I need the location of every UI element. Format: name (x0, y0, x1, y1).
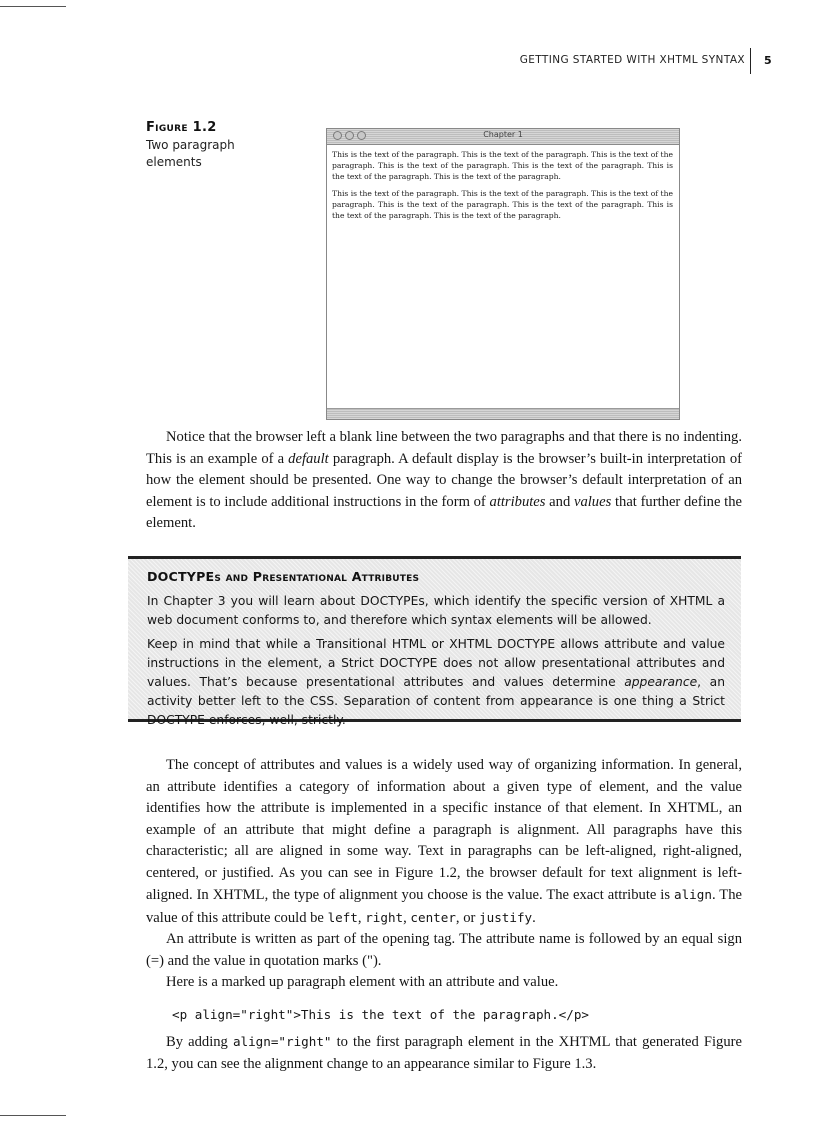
text-run: to the first paragraph element in the XHTML that generated Figure 1.2, you can see the alignment change to an appearance similar to Figure 1.3. (146, 1034, 742, 1072)
figure-caption (146, 120, 296, 171)
code-justify: justify (479, 909, 533, 925)
text-run: , (357, 909, 366, 926)
text-run: and (545, 493, 574, 510)
code-right: right (365, 909, 404, 925)
emphasis-attributes: attributes (489, 493, 546, 510)
code-left: left (327, 909, 358, 925)
window-titlebar (327, 129, 679, 145)
text-run: Notice that the browser left a blank line between the two paragraphs and that there is no indenting. This is an example of a (146, 429, 742, 467)
text-run: , or (455, 909, 480, 926)
text-run: . (532, 909, 536, 926)
browser-window-screenshot (326, 128, 680, 420)
page-number: 5 (764, 54, 772, 67)
crop-mark-bottom (0, 1115, 66, 1116)
sidebar-title: DOCTYPEs and Presentational Attributes (147, 569, 420, 584)
browser-content (327, 145, 679, 221)
emphasis-default: default (288, 450, 329, 467)
browser-paragraph: This is the text of the paragraph. This is the text of the paragraph. This is the text of the paragraph. This is the text of the paragraph. This is the text of the paragraph. This is the text of the paragraph. This is the text of the paragraph. (332, 150, 673, 181)
header-rule (750, 48, 751, 74)
text-run: that further define the element. (146, 493, 742, 531)
text-run: , (403, 909, 411, 926)
text-run: paragraph. A default display is the browser’s built-in interpretation of how the element should be presented. One way to change the browser’s default interpretation of an element is to include additional instructions in the form of (146, 450, 742, 510)
emphasis-values: values (573, 493, 612, 510)
sidebar-paragraph: In Chapter 3 you will learn about DOCTYPEs, which identify the specific version of XHTML a web document conforms to, and therefore which syntax elements will be allowed. (147, 594, 725, 627)
text-run: , an activity better left to the CSS. Separation of content from appearance is one thing a Strict DOCTYPE enforces, well, strictly. (147, 675, 725, 727)
figure-description: Two paragraph elements (146, 138, 235, 169)
body-paragraph (146, 755, 742, 929)
code-align: align (674, 887, 712, 902)
emphasis-appearance: appearance (624, 675, 698, 689)
main-text (146, 755, 742, 1075)
body-paragraph: Here is a marked up paragraph element with an attribute and value. (166, 974, 559, 990)
running-head: GETTING STARTED WITH XHTML SYNTAX (519, 54, 745, 66)
body-paragraph (146, 1031, 742, 1075)
window-statusbar (327, 408, 679, 419)
body-paragraph: An attribute is written as part of the opening tag. The attribute name is followed by an equal sign (=) and the value in quotation marks ("). (146, 931, 742, 969)
window-title: Chapter 1 (483, 130, 523, 139)
text-run: Keep in mind that while a Transitional HTML or XHTML DOCTYPE allows attribute and value instructions in the element, a Strict DOCTYPE does not allow presentational attributes and values. That’s because presentational attributes and values determine (147, 637, 725, 689)
intro-paragraph (146, 427, 742, 535)
crop-mark-top (0, 6, 66, 7)
code-center: center (410, 909, 456, 925)
figure-label: Figure 1.2 (146, 120, 217, 135)
sidebar-paragraph (147, 635, 725, 730)
text-run: The concept of attributes and values is a widely used way of organizing information. In general, an attribute identifies a category of information about a given type of element, and the value identifies how the attribute is implemented in a specific instance of that element. In XHTML, an example of an attribute that might define a paragraph is alignment. All paragraphs have this characteristic; all are aligned in some way. Text in paragraphs can be left-aligned, right-aligned, centered, or justified. As you can see in Figure 1.2, the browser default for text alignment is left-aligned. In XHTML, the type of alignment you choose is the value. The exact attribute is (146, 757, 742, 903)
browser-paragraph: This is the text of the paragraph. This is the text of the paragraph. This is the text of the paragraph. This is the text of the paragraph. This is the text of the paragraph. This is the text of the paragraph. This is the text of the paragraph. (332, 189, 673, 220)
code-example: <p align="right">This is the text of the paragraph.</p> (172, 1006, 590, 1022)
code-align-right: align="right" (232, 1034, 332, 1049)
text-run: . The value of this attribute could be (146, 887, 742, 926)
text-run: By adding (166, 1034, 233, 1050)
sidebar-box (128, 556, 741, 727)
